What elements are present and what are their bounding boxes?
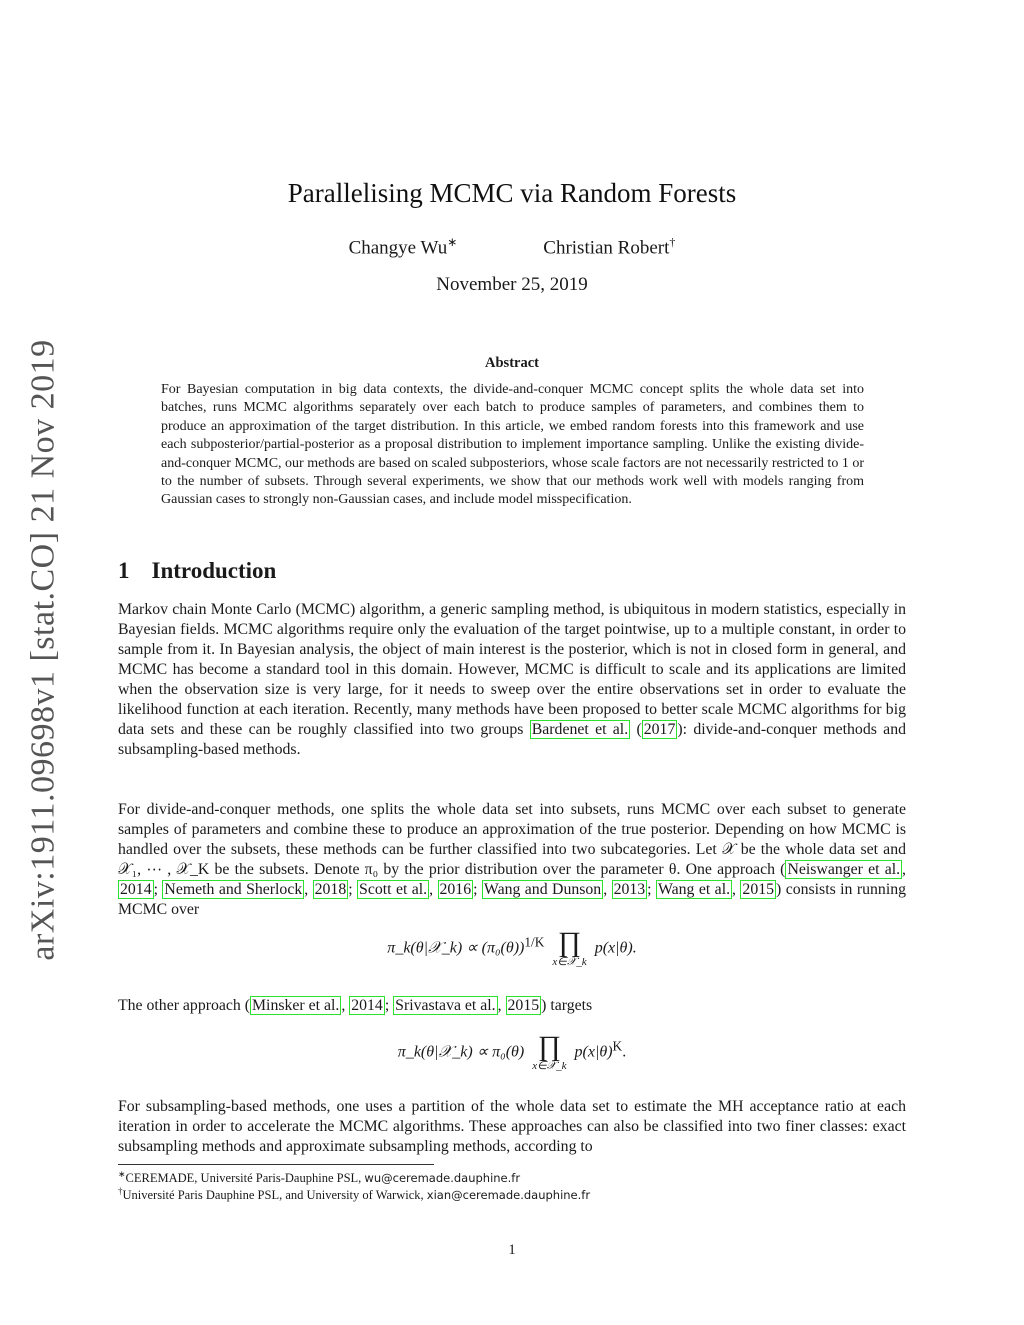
citation-year-link[interactable]: 2013 bbox=[613, 881, 646, 898]
footnote-text: CEREMADE, Université Paris-Dauphine PSL, bbox=[125, 1171, 365, 1186]
citation-year-link[interactable]: 2015 bbox=[507, 997, 540, 1014]
paragraph-3: The other approach ( Minsker et al. , 2014 ; Srivastava et al. , 2015 ) targets bbox=[118, 997, 593, 1014]
citation-link[interactable]: Nemeth and Sherlock bbox=[164, 881, 303, 898]
paper-title: Parallelising MCMC via Random Forests bbox=[287, 178, 737, 208]
paragraph-text: For divide-and-conquer methods, one splits the whole data set into subsets, runs MCMC over each subset to generate samples of parameters and combine these to produce an approximation of the true posterior. Depending on how MCMC is handled over the subsets, these methods can be further classified into two subcategories. Let 𝒳 be the whole data set and 𝒳₁, ⋯ , 𝒳_K be the subsets. Denote π₀ by the prior distribution over the parameter θ. One approach ( bbox=[118, 801, 906, 878]
equation-end: . bbox=[622, 1043, 627, 1061]
footnote-1 bbox=[118, 1169, 906, 1186]
citation-link[interactable]: Minsker et al. bbox=[252, 997, 340, 1014]
author-2 bbox=[543, 235, 675, 259]
section-number: 1 bbox=[118, 558, 130, 583]
citation-link[interactable]: Bardenet et al. bbox=[531, 721, 629, 738]
footnote-mark: † bbox=[118, 1186, 123, 1196]
paragraph-text: ): divide-and-conquer methods and subsampling-based methods. bbox=[118, 721, 906, 758]
equation-rhs: p(x|θ). bbox=[594, 939, 637, 957]
arxiv-id-text[interactable]: arXiv:1911.09698v1 [stat.CO] 21 Nov 2019 bbox=[25, 339, 62, 961]
author-name: Christian Robert bbox=[543, 237, 670, 259]
page-number: 1 bbox=[508, 1242, 516, 1258]
arxiv-identifier-stamp bbox=[16, 339, 72, 961]
citation-link[interactable]: Srivastava et al. bbox=[395, 997, 496, 1014]
email-link[interactable]: wu@ceremade.dauphine.fr bbox=[364, 1171, 521, 1186]
paragraph-text: Markov chain Monte Carlo (MCMC) algorithm, a generic sampling method, is ubiquitous in modern statistics, especially in Bayesian fields. MCMC algorithms require only the evaluation of the target pointwise, up to a multiple constant, in order to sample from it. In Bayesian analysis, the object of main interest is the posterior, which is not in closed form in general, and MCMC has become a standard tool in this domain. However, MCMC is difficult to scale and its applications are limited when the observation size is very large, for it needs to sweep over the entire observations set in order to evaluate the likelihood function at each iteration. Recently, many methods have been proposed to better scale MCMC algorithms for big data sets and these can be roughly classified into two groups bbox=[118, 601, 906, 738]
footnote-text: Université Paris Dauphine PSL, and University of Warwick, bbox=[122, 1188, 427, 1203]
product-symbol: ∏ bbox=[537, 1031, 561, 1062]
author-list bbox=[0, 235, 1024, 259]
citation-year-link[interactable]: 2015 bbox=[742, 881, 775, 898]
paragraph-2: For divide-and-conquer methods, one splits the whole data set into subsets, runs MCMC over each subset to generate samples of parameters and combine these to produce an approximation of the true posterior. Depending on how MCMC is handled over the subsets, these methods can be further classified into two subcategories. Let 𝒳 be the whole data set and 𝒳₁, ⋯ , 𝒳_K be the subsets. Denote π₀ by the prior distribution over the parameter θ. One approach ( Neiswanger et al. , 2014 ; Nemeth and Sherlock , 2018 ; Scott et al. , 2016 ; Wang and Dunson , 2013 ; Wang et al. , 2015 ) consists in running MCMC over bbox=[118, 801, 907, 918]
equation-2 bbox=[118, 1031, 906, 1072]
email-link[interactable]: xian@ceremade.dauphine.fr bbox=[426, 1188, 591, 1203]
product-subscript: x∈𝒳_k bbox=[552, 956, 587, 968]
equation-lhs: π_k(θ|𝒳_k) ∝ (π₀(θ)) bbox=[387, 939, 525, 957]
citation-link[interactable]: Wang and Dunson bbox=[483, 881, 602, 898]
author-footnote-mark: † bbox=[669, 235, 676, 249]
equation-exponent: K bbox=[612, 1038, 623, 1054]
equation-1 bbox=[118, 927, 906, 968]
product-operator bbox=[552, 927, 587, 968]
author-footnote-mark: ∗ bbox=[447, 235, 458, 249]
abstract-heading: Abstract bbox=[485, 355, 539, 371]
equation-exponent: 1/K bbox=[524, 934, 545, 950]
citation-year-link[interactable]: 2018 bbox=[314, 881, 347, 898]
equation-lhs: π_k(θ|𝒳_k) ∝ π₀(θ) bbox=[397, 1043, 525, 1061]
paragraph-1: Markov chain Monte Carlo (MCMC) algorithm, a generic sampling method, is ubiquitous in modern statistics, especially in Bayesian fields. MCMC algorithms require only the evaluation of the target pointwise, up to a multiple constant, in order to sample from it. In Bayesian analysis, the object of main interest is the posterior, which is not in closed form in general, and MCMC has become a standard tool in this domain. However, MCMC is difficult to scale and its applications are limited when the observation size is very large, for it needs to sweep over the entire observations set in order to evaluate the likelihood function at each iteration. Recently, many methods have been proposed to better scale MCMC algorithms for big data sets and these can be roughly classified into two groups Bardenet et al. ( 2017 ): divide-and-conquer methods and subsampling-based methods. bbox=[118, 601, 906, 758]
product-symbol: ∏ bbox=[558, 927, 582, 958]
paragraph-text: ) targets bbox=[541, 997, 593, 1014]
paragraph-4: For subsampling-based methods, one uses a partition of the whole data set to estimate the MH acceptance ratio at each iteration in order to accelerate the MCMC algorithms. These approaches can also be classified into two finer classes: exact subsampling methods and approximate subsampling methods, according to bbox=[118, 1098, 906, 1155]
citation-link[interactable]: Wang et al. bbox=[657, 881, 731, 898]
author-1 bbox=[349, 235, 458, 259]
citation-year-link[interactable]: 2016 bbox=[439, 881, 472, 898]
footnote-divider bbox=[118, 1164, 434, 1165]
publication-date: November 25, 2019 bbox=[436, 274, 588, 295]
equation-rhs: p(x|θ) bbox=[574, 1043, 613, 1061]
citation-year-link[interactable]: 2017 bbox=[643, 721, 676, 738]
citation-link[interactable]: Neiswanger et al. bbox=[787, 861, 901, 878]
section-title: Introduction bbox=[151, 558, 277, 583]
paragraph-text: The other approach ( bbox=[118, 997, 251, 1014]
abstract-body: For Bayesian computation in big data contexts, the divide-and-conquer MCMC concept splits the whole data set into batches, runs MCMC algorithms separately over each batch to produce samples of parameters, and combines them to produce an approximation of the target distribution. In this article, we embed random forests into this framework and use each subposterior/partial-posterior as a proposal distribution to implement importance sampling. Unlike the existing divide-and-conquer MCMC, our methods are based on scaled subposteriors, whose scale factors are not necessarily restricted to 1 or to the number of subsets. Through several experiments, we show that our methods work well with models ranging from Gaussian cases to strongly non-Gaussian cases, and include model misspecification. bbox=[161, 382, 864, 508]
author-name: Changye Wu bbox=[348, 237, 448, 259]
citation-year-link[interactable]: 2014 bbox=[120, 881, 152, 898]
citation-year-link[interactable]: 2014 bbox=[351, 997, 383, 1014]
footnote-2 bbox=[118, 1186, 906, 1203]
product-operator bbox=[532, 1031, 567, 1072]
paragraph-text: ) consists in running MCMC over bbox=[118, 881, 907, 918]
product-subscript: x∈𝒳_k bbox=[532, 1060, 567, 1072]
citation-link[interactable]: Scott et al. bbox=[359, 881, 428, 898]
footnote-mark: ∗ bbox=[118, 1169, 126, 1179]
section-heading-introduction bbox=[118, 558, 276, 584]
